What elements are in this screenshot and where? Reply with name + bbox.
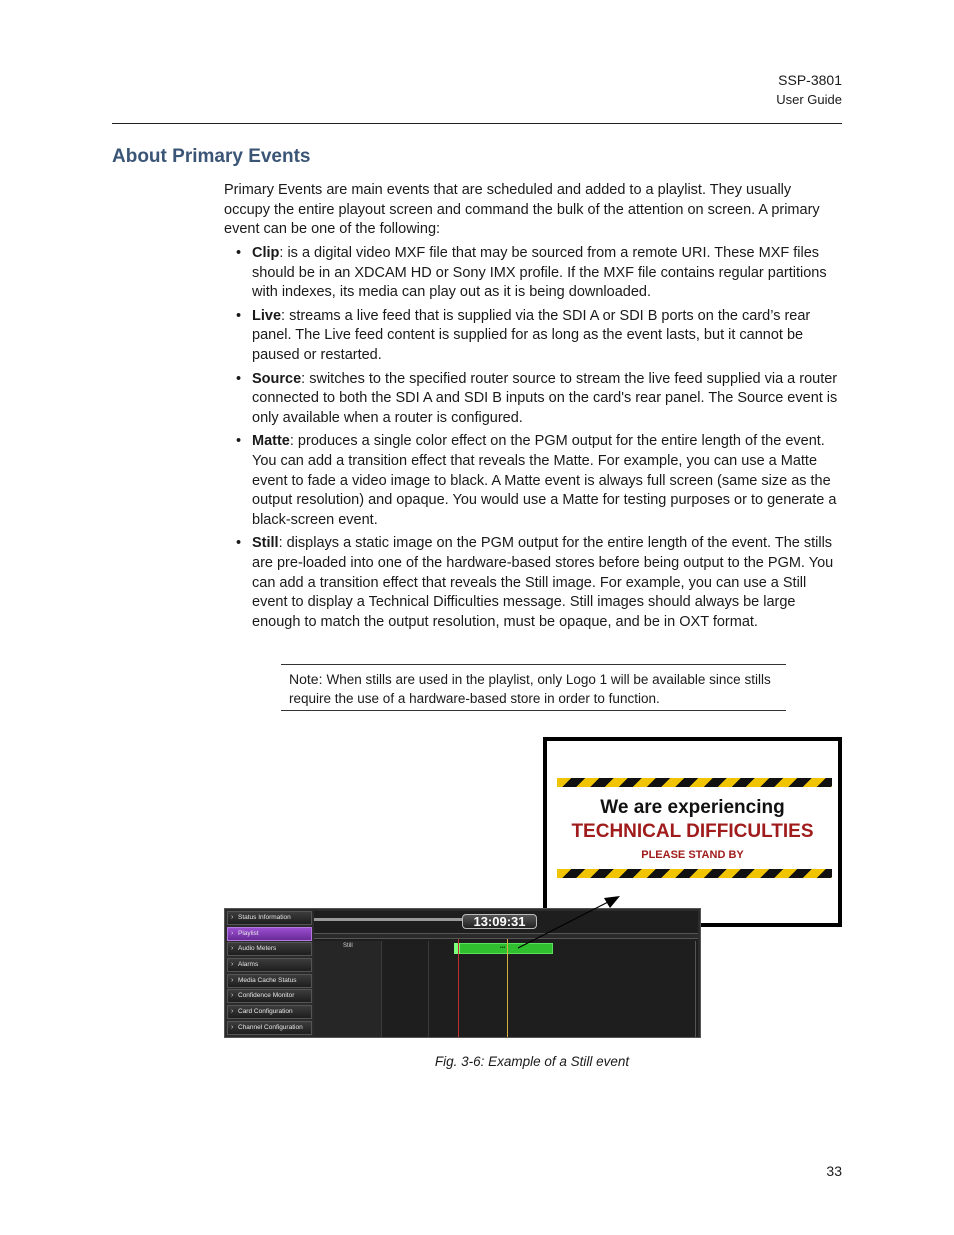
- header-doc-type: User Guide: [776, 92, 842, 107]
- term: Source: [252, 370, 302, 387]
- sidebar-item-alarms[interactable]: [227, 958, 312, 972]
- bullet-glyph: •: [236, 433, 242, 450]
- event-label: •••: [500, 945, 506, 951]
- header-product: SSP-3801: [778, 72, 842, 88]
- sidebar-item-channel-configuration[interactable]: [227, 1021, 312, 1035]
- sidebar-item-label: Playlist: [238, 929, 259, 937]
- sidebar-item-label: Confidence Monitor: [238, 992, 295, 1000]
- event-type-list: [236, 244, 842, 636]
- sidebar-item-label: Media Cache Status: [238, 976, 297, 984]
- chevron-right-icon: ›: [231, 929, 234, 937]
- term: Clip: [252, 245, 280, 261]
- sidebar-item-label: Status Information: [238, 914, 291, 921]
- track-list-pane: [314, 941, 381, 1037]
- definition: : is a digital video MXF file that may be sourced from a remote URI. These MXF files should be in an XDCAM HD or Sony IMX profile. If the MXF file contains regular partitions with indexes, its media can play out as it is being downloaded.: [252, 245, 827, 301]
- page-number: 33: [826, 1163, 842, 1179]
- still-line-1: We are experiencing: [600, 797, 785, 818]
- list-item-matte: [236, 432, 842, 530]
- sidebar-item-card-configuration[interactable]: [227, 1005, 312, 1019]
- hazard-stripe-top: [557, 778, 832, 787]
- bullet-glyph: •: [236, 535, 242, 552]
- term: Matte: [252, 433, 290, 450]
- bullet-glyph: •: [236, 245, 242, 261]
- track-label: Still: [343, 943, 353, 949]
- list-item-still: [236, 534, 842, 632]
- bullet-glyph: •: [236, 307, 242, 324]
- header-rule: [112, 123, 842, 124]
- still-line-2: TECHNICAL DIFFICULTIES: [571, 821, 814, 842]
- callout-arrow: [500, 880, 640, 970]
- playback-progress-bar: [314, 918, 464, 921]
- chevron-right-icon: ›: [231, 1008, 234, 1016]
- sidebar-item-label: Channel Configuration: [238, 1023, 303, 1031]
- chevron-right-icon: ›: [231, 914, 234, 921]
- definition: : switches to the specified router source to stream the live feed supplied via a router connected to both the SDI A and SDI B inputs on the card's rear panel. The Source event is only available when a router is configured.: [252, 370, 838, 426]
- list-item-source: [236, 370, 842, 429]
- chevron-right-icon: ›: [231, 976, 234, 984]
- chevron-right-icon: ›: [231, 945, 234, 953]
- section-title: About Primary Events: [112, 146, 311, 167]
- figure-caption: Fig. 3-6: Example of a Still event: [434, 1054, 630, 1069]
- still-line-3: PLEASE STAND BY: [641, 849, 744, 861]
- definition: : displays a static image on the PGM output for the entire length of the event. The stills are pre-loaded into one of the hardware-based stores before being output to the PGM. You can add a transition effect that reveals the Still image. For example, you can use a Still event to display a Technical Difficulties message. Still images should always be large enough to match the output resolution, must be opaque, and be in OXT format.: [252, 535, 834, 630]
- ui-sidebar: [227, 911, 312, 1037]
- chevron-right-icon: ›: [231, 961, 234, 969]
- sidebar-item-audio-meters[interactable]: [227, 942, 312, 956]
- term: Still: [252, 535, 279, 552]
- timecode-clock: 13:09:31: [462, 914, 537, 929]
- list-item-clip: [236, 244, 842, 303]
- timeline-edge: [695, 941, 696, 1037]
- bullet-glyph: •: [236, 370, 242, 387]
- definition: : streams a live feed that is supplied via the SDI A or SDI B ports on the card’s rear panel. The Live feed content is supplied for as long as the event lasts, but it cannot be paused or restarted.: [252, 307, 811, 363]
- sidebar-item-confidence-monitor[interactable]: [227, 989, 312, 1003]
- note-text: When stills are used in the playlist, only Logo 1 will be available since stills require the use of a hardware-based store in order to function.: [289, 672, 771, 706]
- intro-paragraph: Primary Events are main events that are scheduled and added to a playlist. They usually occupy the entire playout screen and command the bulk of the attention on screen. A primary event can be one of the following:: [224, 182, 820, 238]
- playhead-line: [458, 939, 459, 1037]
- sidebar-item-label: Card Configuration: [238, 1008, 293, 1016]
- sidebar-item-media-cache-status[interactable]: [227, 974, 312, 988]
- definition: : produces a single color effect on the PGM output for the entire length of the event. You can add a transition effect that reveals the Matte. For example, you can use a Matte event to fade a video image to black. A Matte event is always full screen (same size as the output resolution) and opaque. You would use a Matte for testing purposes or to generate a black-screen event.: [252, 433, 837, 528]
- list-item-live: [236, 307, 842, 366]
- chevron-right-icon: ›: [231, 1023, 234, 1031]
- term: Live: [252, 307, 282, 324]
- note-box: [281, 664, 786, 711]
- sidebar-item-status-information[interactable]: [227, 911, 312, 925]
- sidebar-item-label: Alarms: [238, 961, 259, 969]
- sidebar-item-playlist[interactable]: [227, 927, 312, 941]
- hazard-stripe-bottom: [557, 869, 832, 878]
- column-divider: [381, 941, 382, 1037]
- note-label: Note:: [289, 671, 323, 687]
- sidebar-item-label: Audio Meters: [238, 945, 277, 953]
- column-divider: [428, 941, 429, 1037]
- event-start-marker: [454, 943, 460, 954]
- chevron-right-icon: ›: [231, 992, 234, 1000]
